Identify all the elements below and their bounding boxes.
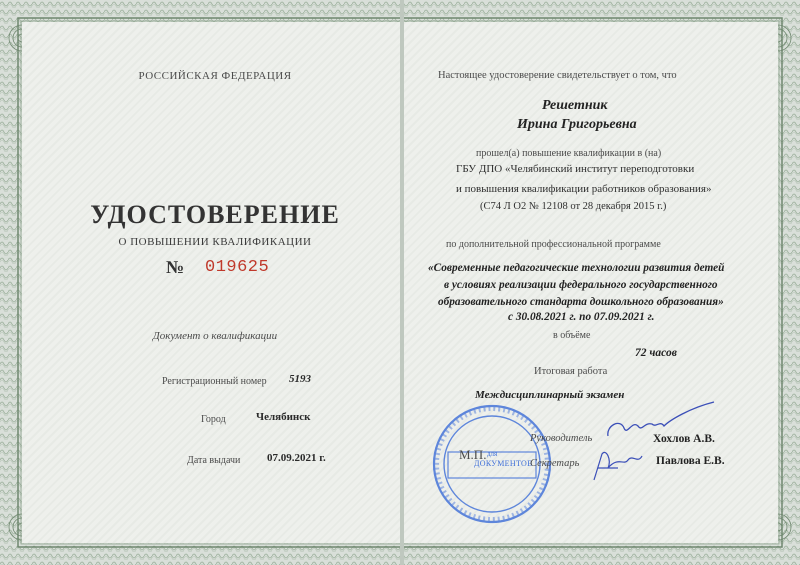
program-dates: с 30.08.2021 г. по 07.09.2021 г. xyxy=(508,311,655,323)
organization-line-2: и повышения квалификации работников образования» xyxy=(456,183,712,195)
issue-date-value: 07.09.2021 г. xyxy=(267,452,326,464)
certificate-subtitle: О ПОВЫШЕНИИ КВАЛИФИКАЦИИ xyxy=(118,236,312,248)
volume-value: 72 часов xyxy=(635,347,677,359)
volume-label: в объёме xyxy=(553,330,591,341)
program-line-1: «Современные педагогические технологии развития детей xyxy=(428,262,725,274)
head-name: Хохлов А.В. xyxy=(653,433,715,445)
reg-number-label: Регистрационный номер xyxy=(162,376,267,387)
certificate-title: УДОСТОВЕРЕНИЕ xyxy=(90,200,340,229)
program-line-2: в условиях реализации федерального государственного xyxy=(444,279,718,291)
secretary-name: Павлова Е.В. xyxy=(656,455,725,467)
recipient-surname: Решетник xyxy=(542,98,608,113)
final-work-label: Итоговая работа xyxy=(534,366,608,377)
program-line-3: образовательного стандарта дошкольного образования» xyxy=(438,296,724,308)
passed-text: прошел(а) повышение квалификации в (на) xyxy=(476,148,662,159)
recipient-name: Ирина Григорьевна xyxy=(517,117,637,132)
number-sign: № xyxy=(166,257,185,277)
certificate-number: 019625 xyxy=(205,258,270,277)
stamp-mp-label: М.П. xyxy=(459,447,487,462)
stamp-note: ДОКУМЕНТОВ xyxy=(474,459,533,468)
stamp-note-top: для xyxy=(487,450,498,458)
country-label: РОССИЙСКАЯ ФЕДЕРАЦИЯ xyxy=(138,70,292,82)
secretary-label: Секретарь xyxy=(530,458,580,469)
head-label: Руководитель xyxy=(530,433,593,444)
license-text: (С74 Л О2 № 12108 от 28 декабря 2015 г.) xyxy=(480,201,667,212)
intro-text: Настоящее удостоверение свидетельствует о том, что xyxy=(438,70,677,81)
issue-date-label: Дата выдачи xyxy=(187,455,241,466)
secretary-signature-icon xyxy=(588,446,648,486)
city-value: Челябинск xyxy=(256,411,311,423)
program-intro: по дополнительной профессиональной программе xyxy=(446,239,661,250)
page-fold xyxy=(400,0,404,565)
final-work-value: Междисциплинарный экзамен xyxy=(475,389,625,401)
city-label: Город xyxy=(201,414,226,425)
organization-line-1: ГБУ ДПО «Челябинский институт переподготовки xyxy=(456,163,695,175)
document-type: Документ о квалификации xyxy=(152,330,278,342)
reg-number-value: 5193 xyxy=(289,373,311,385)
